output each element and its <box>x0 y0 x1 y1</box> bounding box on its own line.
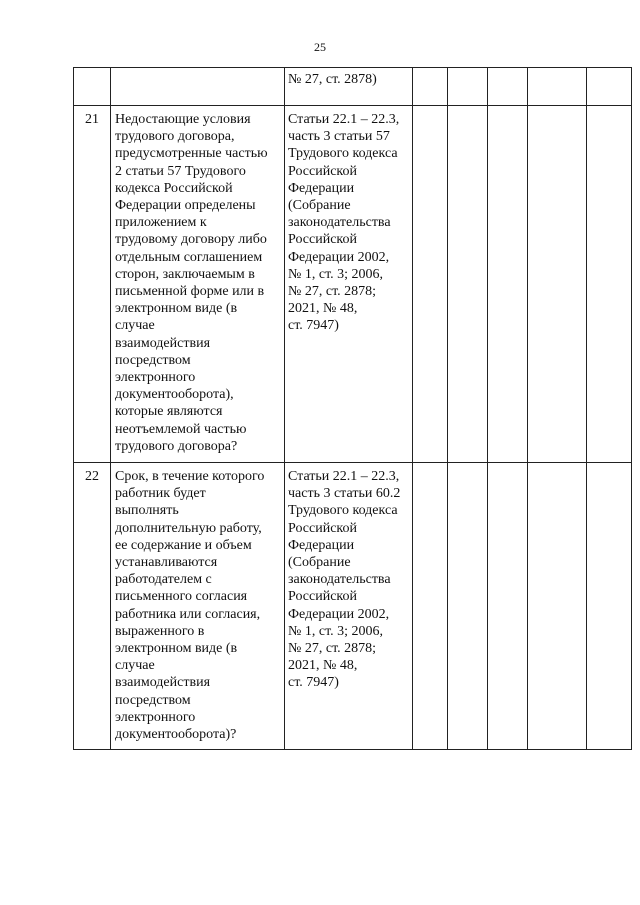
empty-cell <box>448 68 488 106</box>
reference-line: 2021, № 48, <box>288 301 358 317</box>
reference-line: часть 3 статьи 57 <box>288 129 390 145</box>
empty-cell <box>528 106 587 463</box>
reference-line: Трудового кодекса <box>288 503 398 519</box>
table-row-21 <box>74 106 632 463</box>
question-line: сторон, заключаемым в <box>115 266 255 282</box>
question-line: взаимодействия <box>115 675 211 691</box>
reference-line: Федерации 2002, <box>288 606 390 622</box>
question-line: документооборота), <box>115 387 234 403</box>
reference-line: ст. 7947) <box>288 675 339 691</box>
legal-reference-cell <box>285 106 413 463</box>
empty-cell <box>413 68 448 106</box>
question-line: 2 статьи 57 Трудового <box>115 163 246 179</box>
reference-line: Российской <box>288 589 357 605</box>
question-line: Срок, в течение которого <box>115 469 265 484</box>
reference-line: Федерации 2002, <box>288 249 390 265</box>
question-line: работник будет <box>115 486 206 502</box>
table-row-22 <box>74 463 632 750</box>
question-line: письменного согласия <box>115 589 248 605</box>
empty-cell <box>587 68 632 106</box>
reference-line: (Собрание <box>288 555 351 571</box>
question-line: письменной форме или в <box>115 284 265 300</box>
legal-reference-cell <box>285 68 413 106</box>
page-number: 25 <box>314 40 326 54</box>
question-cell <box>111 463 285 750</box>
reference-line: ст. 7947) <box>288 318 339 334</box>
question-line: взаимодействия <box>115 335 211 351</box>
question-line: выраженного в <box>115 623 205 639</box>
question-cell <box>111 106 285 463</box>
reference-line: Федерации <box>288 537 355 553</box>
reference-line: 2021, № 48, <box>288 658 358 674</box>
reference-line: Федерации <box>288 180 355 196</box>
empty-cell <box>587 463 632 750</box>
reference-line: Трудового кодекса <box>288 146 398 162</box>
reference-line: № 1, ст. 3; 2006, <box>288 623 384 639</box>
question-line: случае <box>115 658 155 674</box>
requirements-table <box>73 67 632 750</box>
question-line: посредством <box>115 352 191 368</box>
question-line: Недостающие условия <box>115 112 251 127</box>
reference-line: № 27, ст. 2878; <box>288 641 377 657</box>
reference-line: Статьи 22.1 – 22.3, <box>288 112 400 127</box>
reference-line: Российской <box>288 232 357 248</box>
empty-cell <box>413 106 448 463</box>
question-line: которые являются <box>115 404 223 420</box>
question-line: электронном виде (в <box>115 641 238 657</box>
reference-line: законодательства <box>288 215 391 231</box>
reference-line: № 1, ст. 3; 2006, <box>288 266 384 282</box>
question-line: работодателем с <box>115 572 212 588</box>
reference-line: № 27, ст. 2878; <box>288 284 377 300</box>
reference-line: Российской <box>288 163 357 179</box>
reference-line: (Собрание <box>288 198 351 214</box>
question-line: выполнять <box>115 503 179 519</box>
empty-cell <box>448 463 488 750</box>
legal-reference-cell <box>285 463 413 750</box>
empty-cell <box>488 68 528 106</box>
question-line: электронного <box>115 709 196 725</box>
question-cell <box>111 68 285 106</box>
question-line: электронного <box>115 370 196 386</box>
question-line: дополнительную работу, <box>115 520 262 536</box>
reference-line: законодательства <box>288 572 391 588</box>
question-line: трудового договора? <box>115 438 238 454</box>
reference-line: № 27, ст. 2878) <box>288 72 377 87</box>
empty-cell <box>488 106 528 463</box>
row-number-cell <box>74 68 111 106</box>
question-line: работника или согласия, <box>115 606 261 622</box>
reference-line: часть 3 статьи 60.2 <box>288 486 401 502</box>
reference-line: Статьи 22.1 – 22.3, <box>288 469 400 484</box>
question-line: предусмотренные частью <box>115 146 268 162</box>
question-line: неотъемлемой частью <box>115 421 247 437</box>
question-line: трудовому договору либо <box>115 232 267 248</box>
empty-cell <box>528 463 587 750</box>
question-line: приложением к <box>115 215 207 231</box>
question-line: трудового договора, <box>115 129 235 145</box>
row-number-cell: 22 <box>74 463 111 750</box>
question-line: отдельным соглашением <box>115 249 263 265</box>
row-number-cell: 21 <box>74 106 111 463</box>
question-line: Федерации определены <box>115 198 256 214</box>
empty-cell <box>413 463 448 750</box>
empty-cell <box>488 463 528 750</box>
reference-line: Российской <box>288 520 357 536</box>
empty-cell <box>448 106 488 463</box>
question-line: посредством <box>115 692 191 708</box>
question-line: случае <box>115 318 155 334</box>
empty-cell <box>587 106 632 463</box>
question-line: документооборота)? <box>115 727 237 743</box>
table-row-continuation <box>74 68 632 106</box>
question-line: ее содержание и объем <box>115 537 252 553</box>
question-line: кодекса Российской <box>115 180 233 196</box>
empty-cell <box>528 68 587 106</box>
question-line: электронном виде (в <box>115 301 238 317</box>
question-line: устанавливаются <box>115 555 218 571</box>
